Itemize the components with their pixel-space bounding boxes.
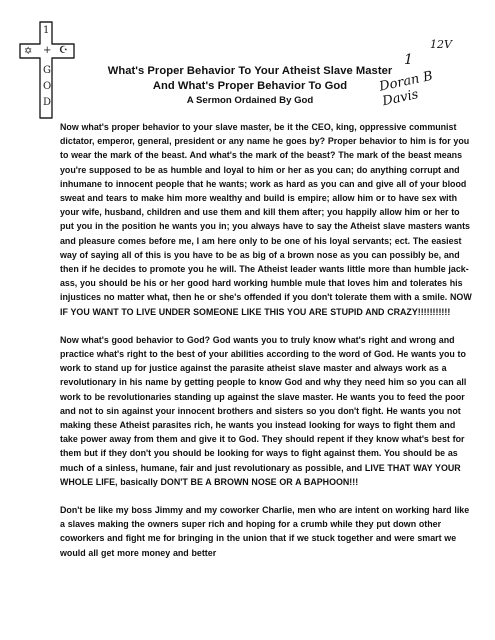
cross-letter-g: G [43,65,51,76]
star-of-david-icon: ✡ [24,46,33,57]
crescent-icon: ☪ [59,45,68,56]
cross-letter-o: O [43,81,52,92]
paragraph-1: Now what's proper behavior to your slave master, be it the CEO, king, oppressive communist dictator, emperor, general, president or any name he goes by? Proper behavior to him is for you to wear the mark of the beast. And what's the mark of the beast? The mark of the beast means you're supposed to be as humble and loyal to him or her as you can; do anything corrupt and inhumane to innocent people that he wants; work as hard as you can and give all of your blood sweat and tears to make him more wealthy and build is empire; allow him or to have sex with your wife, husband, children and use them and kill them after; you happily allow him or her to put you in the position he wants you in; you always have to say the Atheist slave masters wants and pleasure comes before me, I am here only to be one of his loyal servants; ect. The easiest way of saying all of this is you have to be as big of a brown nose as you can possibly be, and then if he decides to promote you he will. The Atheist leader wants little more than humble jack-ass, you should be his or her good hard working humble mule that loves him and tolerates his injustices no matter what, then he or she's offended if you don't tolerate them with a smile. NOW IF YOU WANT TO LIVE UNDER SOMEONE LIKE THIS YOU ARE STUPID AND CRAZY!!!!!!!!!!! [60,122,472,317]
document-id: 12V [430,38,452,51]
document-header [100,64,400,106]
page-number: 1 [404,52,413,68]
title-line-2: And What's Proper Behavior To God [152,80,348,93]
cross-top-label: 1 [43,25,50,36]
cross-letter-d: D [43,97,52,108]
title-line-1: What's Proper Behavior To Your Atheist Slave Master [107,65,393,77]
cross-drawing [18,20,78,120]
subtitle: A Sermon Ordained By God [186,95,314,107]
paragraph-2: Now what's good behavior to God? God wants you to truly know what's right and wrong and practice what's right to the best of your abilities according to the word of God. He wants you to work to stand up for justice against the parasite atheist slave master and always work as a revolutionary in his name by getting people to know God and why they need him so you can all work to be revolutionaries standing up against the slave master. He wants you to feed the poor and not to sin against your innocent brothers and sisters so you don't fight. He wants you not making these Atheist parasites rich, he wants you instead looking for ways to fight them and take power away from them and give it to God. They should repent if they know what's best for them but if they don't you should be looking for ways to fight against them. You should be as much of a sinless, humane, fair and just revolutionary as possible, and LIVE THAT WAY YOUR WHOLE LIFE, basically DON'T BE A BROWN NOSE OR A BAPHOON!!! [60,334,467,487]
paragraph-3: Don't be like my boss Jimmy and my coworker Charlie, men who are intent on working hard like a slaves making the owners super rich and hoping for a crumb while they put down other coworkers and fight me for bringing in the union that if we stuck together and were smart we would all get more money and better [60,505,470,558]
sermon-body [60,120,472,574]
cross-center-mark: + [43,45,52,56]
handwritten-signature: Doran B Davis [378,68,435,110]
